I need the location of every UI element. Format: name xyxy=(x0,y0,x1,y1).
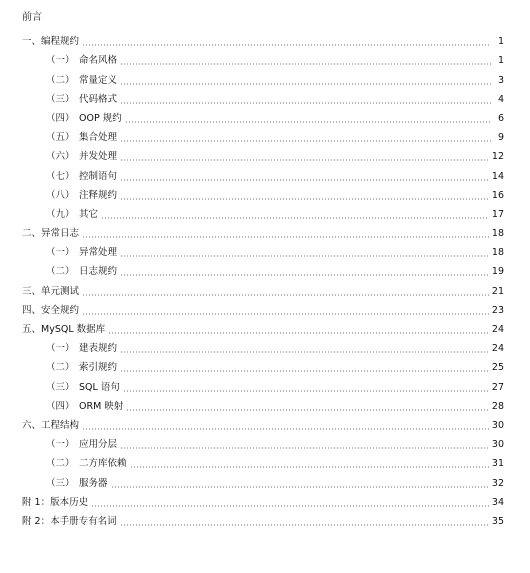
toc-dot-leader xyxy=(120,370,489,372)
toc-entry-number: （五） xyxy=(46,132,75,144)
toc-dot-leader xyxy=(120,255,489,257)
toc-entry-section[interactable] xyxy=(0,317,530,336)
toc-dot-leader xyxy=(120,83,491,85)
toc-entry-number: （一） xyxy=(46,247,75,259)
toc-entry-subsection[interactable] xyxy=(0,240,530,259)
toc-entry-label: 索引规约 xyxy=(79,362,118,374)
toc-entry-page-number: 24 xyxy=(491,324,504,335)
toc-dot-leader xyxy=(101,217,489,219)
toc-entry-subsection[interactable] xyxy=(0,470,530,489)
toc-entry-label: ORM 映射 xyxy=(79,400,124,412)
toc-entry-number: （三） xyxy=(46,477,75,489)
toc-dot-leader xyxy=(91,505,489,507)
toc-dot-leader xyxy=(82,294,489,296)
toc-entry-subsection[interactable] xyxy=(0,163,530,182)
toc-entry-label: 一、编程规约 xyxy=(22,36,80,48)
toc-entry-page-number: 9 xyxy=(497,132,504,144)
toc-entry-subsection[interactable] xyxy=(0,355,530,374)
toc-entry-number: （一） xyxy=(46,439,75,451)
toc-entry-page-number: 4 xyxy=(497,93,504,105)
toc-list xyxy=(0,29,530,528)
toc-entry-subsection[interactable] xyxy=(0,374,530,393)
toc-dot-leader xyxy=(111,486,489,488)
toc-entry-page-number: 21 xyxy=(491,285,504,297)
toc-dot-leader xyxy=(82,428,489,430)
toc-entry-section[interactable] xyxy=(0,221,530,240)
toc-entry-page-number: 18 xyxy=(491,247,504,259)
toc-entry-number: （三） xyxy=(46,93,75,105)
toc-entry-subsection[interactable] xyxy=(0,87,530,106)
toc-entry-label: 常量定义 xyxy=(79,74,118,86)
toc-dot-leader xyxy=(120,102,491,104)
toc-entry-page-number: 34 xyxy=(491,496,504,508)
toc-entry-label: 注释规约 xyxy=(79,189,118,201)
toc-entry-number: （二） xyxy=(46,362,75,374)
toc-entry-label: 控制语句 xyxy=(79,170,118,182)
toc-entry-section[interactable] xyxy=(0,509,530,528)
toc-entry-label: 二方库依赖 xyxy=(79,458,127,470)
toc-dot-leader xyxy=(120,274,489,276)
toc-entry-page-number: 31 xyxy=(491,458,504,470)
toc-entry-page-number: 12 xyxy=(491,151,504,163)
toc-entry-page-number: 18 xyxy=(491,228,504,240)
toc-dot-leader xyxy=(120,198,489,200)
toc-entry-page-number: 32 xyxy=(491,477,504,489)
toc-dot-leader xyxy=(120,159,489,161)
toc-entry-page-number: 17 xyxy=(491,208,504,220)
toc-entry-number: （六） xyxy=(46,151,75,163)
toc-dot-leader xyxy=(82,44,491,46)
toc-entry-page-number: 6 xyxy=(497,112,504,124)
toc-entry-label: OOP 规约 xyxy=(79,112,122,124)
toc-entry-subsection[interactable] xyxy=(0,106,530,125)
toc-entry-section[interactable] xyxy=(0,490,530,509)
toc-entry-section[interactable] xyxy=(0,298,530,317)
toc-dot-leader xyxy=(125,121,491,123)
toc-dot-leader xyxy=(82,313,489,315)
toc-entry-label: SQL 语句 xyxy=(79,381,120,393)
toc-entry-number: （四） xyxy=(46,112,75,124)
toc-entry-number: （一） xyxy=(46,343,75,355)
toc-entry-label: 应用分层 xyxy=(79,439,118,451)
toc-entry-page-number: 16 xyxy=(491,189,504,201)
toc-entry-label: 附 2：本手册专有名词 xyxy=(22,515,117,527)
toc-entry-number: （八） xyxy=(46,189,75,201)
toc-entry-number: （九） xyxy=(46,208,75,220)
toc-entry-label: 二、异常日志 xyxy=(22,228,80,240)
toc-entry-page-number: 1 xyxy=(497,55,504,67)
toc-entry-label: 附 1：版本历史 xyxy=(22,496,89,508)
toc-entry-subsection[interactable] xyxy=(0,259,530,278)
toc-entry-label: 四、安全规约 xyxy=(22,304,80,316)
toc-entry-section[interactable] xyxy=(0,278,530,297)
toc-dot-leader xyxy=(130,466,489,468)
toc-entry-label: 建表规约 xyxy=(79,343,118,355)
toc-entry-label: 集合处理 xyxy=(79,132,118,144)
toc-entry-number: （二） xyxy=(46,458,75,470)
toc-entry-subsection[interactable] xyxy=(0,432,530,451)
toc-entry-subsection[interactable] xyxy=(0,336,530,355)
toc-entry-number: （一） xyxy=(46,55,75,67)
toc-entry-page-number: 3 xyxy=(497,74,504,86)
toc-entry-label: 日志规约 xyxy=(79,266,118,278)
toc-dot-leader xyxy=(123,390,489,392)
toc-dot-leader xyxy=(108,332,489,334)
toc-entry-page-number: 19 xyxy=(491,266,504,278)
toc-entry-subsection[interactable] xyxy=(0,144,530,163)
toc-entry-number: （四） xyxy=(46,400,75,412)
toc-entry-label: 并发处理 xyxy=(79,151,118,163)
toc-entry-page-number: 28 xyxy=(491,400,504,412)
toc-entry-section[interactable] xyxy=(0,29,530,48)
toc-entry-label: 其它 xyxy=(79,208,99,220)
toc-entry-page-number: 1 xyxy=(497,36,504,48)
toc-dot-leader xyxy=(120,447,489,449)
toc-dot-leader xyxy=(126,409,489,411)
toc-entry-label: 五、MySQL 数据库 xyxy=(22,324,106,335)
toc-entry-label: 六、工程结构 xyxy=(22,419,80,431)
toc-entry-subsection[interactable] xyxy=(0,394,530,413)
toc-entry-subsection[interactable] xyxy=(0,202,530,221)
toc-dot-leader xyxy=(120,140,491,142)
toc-entry-page-number: 30 xyxy=(491,439,504,451)
toc-entry-subsection[interactable] xyxy=(0,183,530,202)
toc-dot-leader xyxy=(120,179,489,181)
toc-entry-label: 三、单元测试 xyxy=(22,285,80,297)
toc-entry-page-number: 30 xyxy=(491,419,504,431)
toc-entry-label: 代码格式 xyxy=(79,93,118,105)
toc-entry-subsection[interactable] xyxy=(0,67,530,86)
toc-entry-page-number: 24 xyxy=(491,343,504,355)
toc-entry-subsection[interactable] xyxy=(0,48,530,67)
toc-entry-label: 服务器 xyxy=(79,477,108,489)
toc-entry-number: （七） xyxy=(46,170,75,182)
toc-entry-label: 异常处理 xyxy=(79,247,118,259)
toc-entry-page-number: 27 xyxy=(491,381,504,393)
toc-entry-page-number: 35 xyxy=(491,515,504,527)
toc-dot-leader xyxy=(82,236,489,238)
toc-entry-page-number: 23 xyxy=(491,304,504,316)
toc-entry-number: （二） xyxy=(46,266,75,278)
toc-entry-number: （三） xyxy=(46,381,75,393)
toc-entry-subsection[interactable] xyxy=(0,125,530,144)
toc-dot-leader xyxy=(120,63,491,65)
toc-dot-leader xyxy=(120,524,489,526)
toc-entry-section[interactable] xyxy=(0,413,530,432)
toc-entry-subsection[interactable] xyxy=(0,451,530,470)
toc-entry-page-number: 14 xyxy=(491,170,504,182)
toc-title: 前言 xyxy=(22,12,42,23)
toc-entry-label: 命名风格 xyxy=(79,55,118,67)
toc-dot-leader xyxy=(120,351,489,353)
toc-entry-number: （二） xyxy=(46,74,75,86)
toc-entry-page-number: 25 xyxy=(491,362,504,374)
